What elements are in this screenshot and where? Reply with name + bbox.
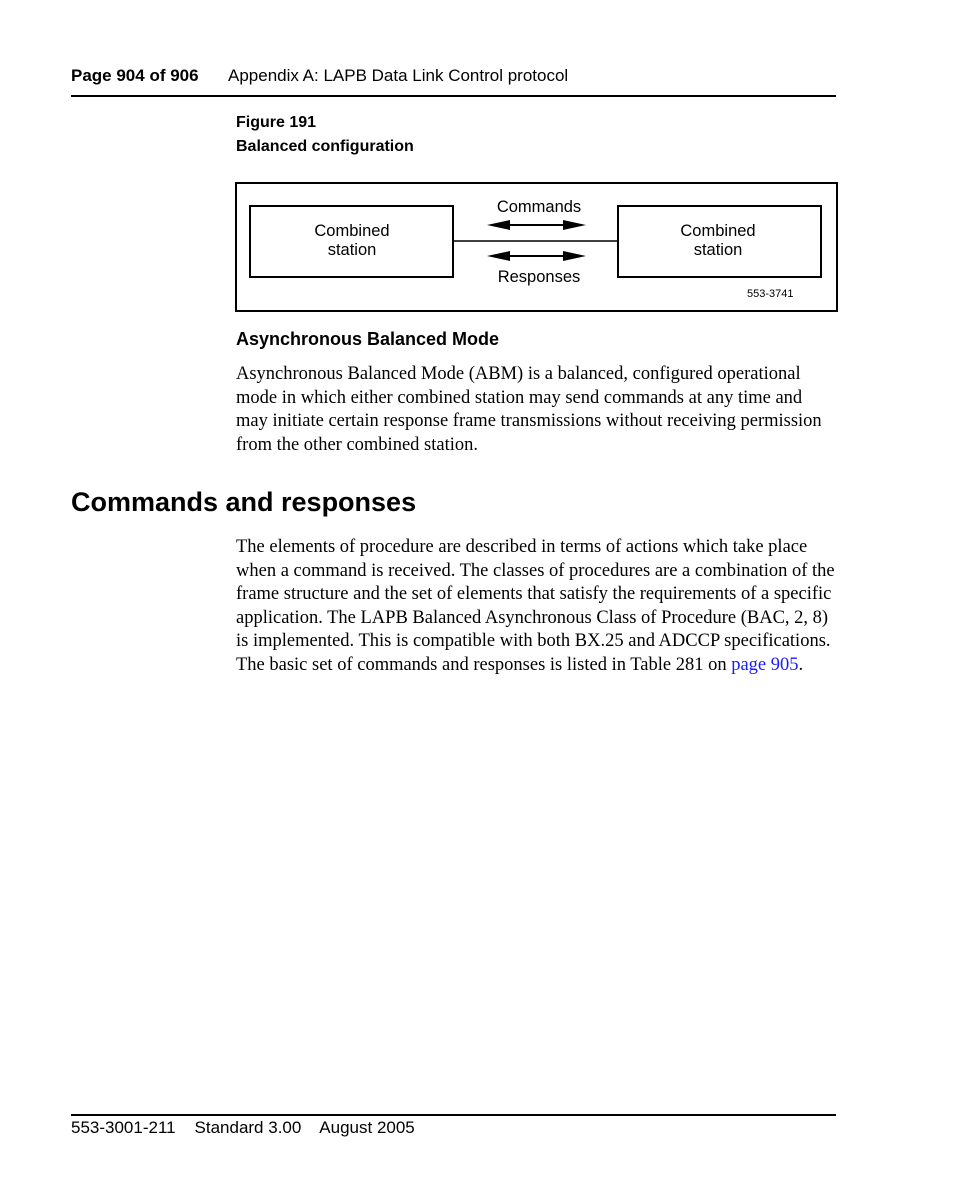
footer-date: August 2005 xyxy=(319,1118,415,1137)
left-station-label-line2: station xyxy=(327,241,377,259)
page-905-link[interactable]: page 905 xyxy=(731,654,799,675)
left-station-label-line1: Combined xyxy=(314,222,390,240)
left-station-label xyxy=(251,222,453,260)
figure-id: 553-3741 xyxy=(747,288,794,300)
abm-paragraph: Asynchronous Balanced Mode (ABM) is a balanced, configured operational mode in which either combined station may send commands at any time and may initiate certain response frame transmissions without receiving permission from the other combined station. xyxy=(236,364,822,455)
footer xyxy=(71,1118,415,1138)
responses-label: Responses xyxy=(497,268,581,286)
commands-responses-heading: Commands and responses xyxy=(71,487,417,517)
footer-doc-number: 553-3001-211 xyxy=(71,1118,176,1137)
figure-number: Figure 191 xyxy=(236,114,317,131)
commands-responses-text-end: . xyxy=(798,654,804,675)
header-title: Appendix A: LAPB Data Link Control protocol xyxy=(228,66,569,85)
commands-responses-paragraph xyxy=(236,536,836,677)
footer-rule xyxy=(71,1114,836,1116)
right-station-label-line1: Combined xyxy=(680,222,756,240)
abm-heading: Asynchronous Balanced Mode xyxy=(236,329,500,349)
commands-label: Commands xyxy=(496,198,582,216)
header-rule xyxy=(71,95,836,97)
right-station-label xyxy=(617,222,819,260)
figure-caption: Balanced configuration xyxy=(236,138,414,155)
commands-arrow xyxy=(487,220,586,230)
responses-arrow xyxy=(487,251,586,261)
balanced-configuration-diagram xyxy=(235,182,838,312)
right-station-label-line2: station xyxy=(693,241,743,259)
header-page-number: Page 904 of 906 xyxy=(71,66,199,85)
footer-standard: Standard 3.00 xyxy=(194,1118,302,1137)
commands-responses-text: The elements of procedure are described in terms of actions which take place when a command is received. The classes of procedures are a combination of the frame structure and the set of elements that satisfy the requirements of a specific application. The LAPB Balanced Asynchronous Class of Procedure (BAC, 2, 8) is implemented. This is compatible with both BX.25 and ADCCP specifications. The basic set of commands and responses is listed in Table 281 on xyxy=(236,537,835,675)
